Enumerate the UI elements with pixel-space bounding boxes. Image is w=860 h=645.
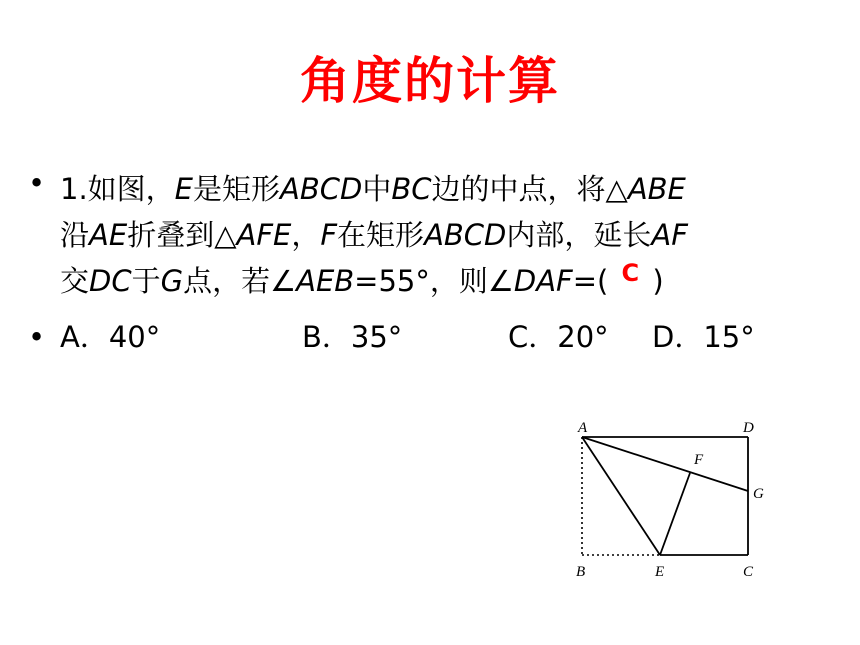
label-A: A	[578, 420, 588, 436]
label-F: F	[694, 452, 704, 468]
bullet-question: •	[28, 166, 46, 200]
choice-c: C．20°	[508, 320, 609, 354]
answer-text: C	[621, 259, 640, 287]
label-B: B	[576, 564, 586, 580]
segment-EF	[660, 473, 690, 555]
choice-b: B．35°	[302, 320, 403, 354]
label-E: E	[655, 564, 665, 580]
segment-AG	[582, 437, 748, 491]
question-line-3: 交DC于G点，若∠AEB=55°，则∠DAF=( C )	[60, 258, 850, 306]
bullet-choices: •	[28, 320, 46, 354]
geometry-figure	[570, 410, 780, 585]
question-text	[60, 166, 850, 306]
slide-title: 角度的计算	[300, 52, 560, 110]
label-D: D	[743, 420, 754, 436]
label-G: G	[753, 486, 764, 502]
choice-d: D．15°	[652, 320, 755, 354]
segment-AE	[582, 437, 660, 555]
question-line-1: 1.如图，E是矩形ABCD中BC边的中点，将△ABE	[60, 172, 686, 206]
label-C: C	[743, 564, 754, 580]
question-line-2: 沿AE折叠到△AFE，F在矩形ABCD内部，延长AF	[60, 218, 688, 252]
choice-a: A．40°	[60, 320, 161, 354]
